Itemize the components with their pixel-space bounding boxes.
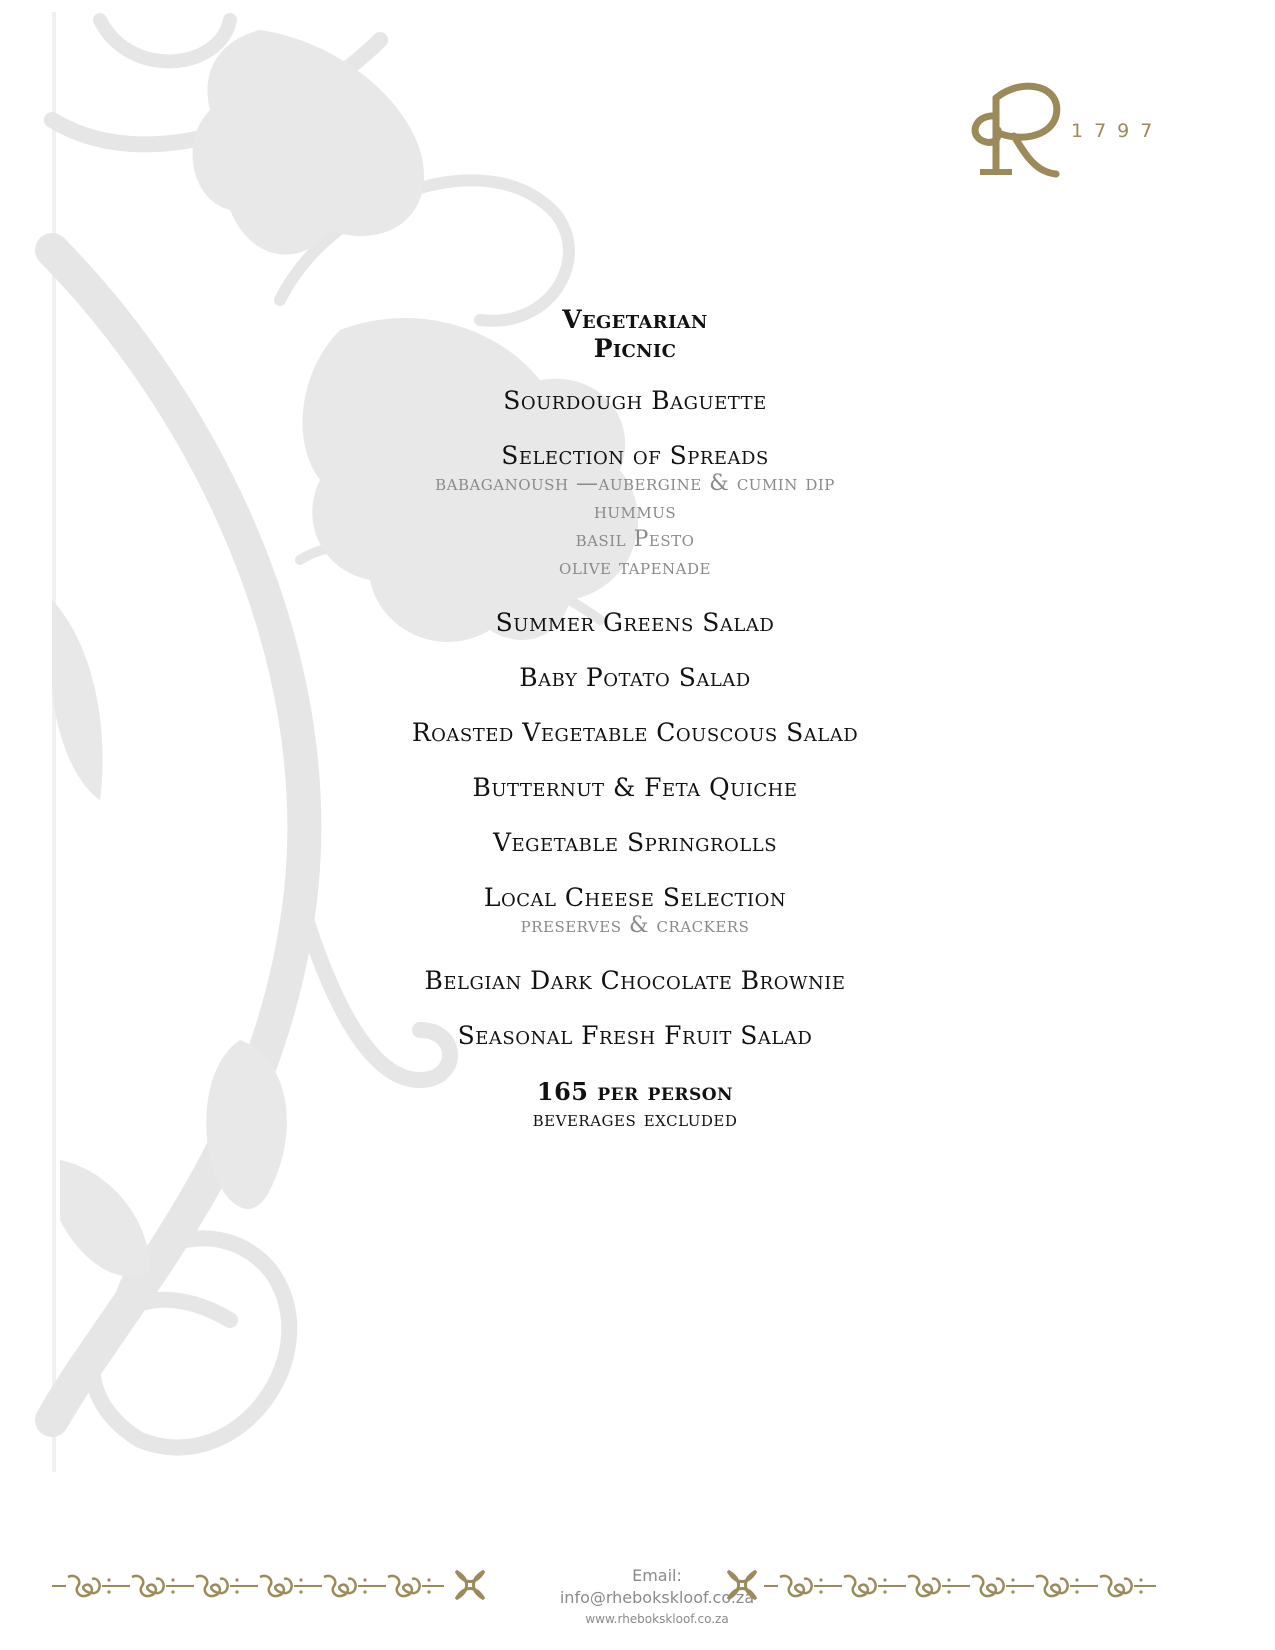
menu-item-detail: preserves & crackers (520, 913, 750, 938)
menu-item-name: Butternut & Feta Quiche (472, 773, 798, 802)
menu-title (330, 305, 940, 363)
menu-item (330, 774, 940, 802)
price: 165 per person (536, 1077, 734, 1106)
menu-item-name: Belgian Dark Chocolate Brownie (424, 966, 846, 995)
menu-item (330, 609, 940, 637)
knot-ornament-right-icon (722, 1565, 762, 1605)
ornamental-border-right (764, 1569, 1156, 1603)
menu-item (330, 967, 940, 995)
menu-title-line2: Picnic (593, 334, 677, 363)
ornamental-border-left (52, 1569, 444, 1603)
r-monogram-icon (968, 76, 1068, 186)
menu-item-list (330, 387, 940, 1050)
menu-item-name: Baby Potato Salad (519, 663, 751, 692)
contact-email[interactable]: Email: info@rhebokskloof.co.za (559, 1566, 755, 1607)
price-block (330, 1077, 940, 1134)
menu-title-line1: Vegetarian (562, 305, 708, 334)
menu-item-name: Roasted Vegetable Couscous Salad (411, 718, 859, 747)
menu-item (330, 1022, 940, 1050)
menu-item-detail: olive tapenade (559, 555, 711, 580)
menu-item-name: Summer Greens Salad (495, 608, 775, 637)
menu-item-name: Local Cheese Selection (483, 883, 787, 912)
menu-item-detail: babaganoush —aubergine & cumin dip (435, 471, 835, 496)
menu-item (330, 884, 940, 940)
menu-item (330, 387, 940, 415)
menu (330, 305, 940, 1134)
footer (52, 1565, 1222, 1635)
menu-item (330, 829, 940, 857)
brand-logo (968, 76, 1198, 196)
price-note: beverages excluded (532, 1107, 738, 1132)
menu-item (330, 664, 940, 692)
menu-item-detail: hummus (593, 499, 677, 524)
menu-item (330, 442, 940, 582)
menu-item-name: Vegetable Springrolls (492, 828, 778, 857)
menu-item-detail: basil Pesto (575, 527, 695, 552)
menu-item (330, 719, 940, 747)
brand-year: 1797 (1071, 120, 1164, 142)
menu-item-name: Sourdough Baguette (503, 386, 767, 415)
knot-ornament-left-icon (450, 1565, 490, 1605)
menu-item-name: Selection of Spreads (501, 441, 769, 470)
contact-website[interactable]: www.rhebokskloof.co.za (585, 1612, 729, 1626)
menu-item-name: Seasonal Fresh Fruit Salad (457, 1021, 813, 1050)
